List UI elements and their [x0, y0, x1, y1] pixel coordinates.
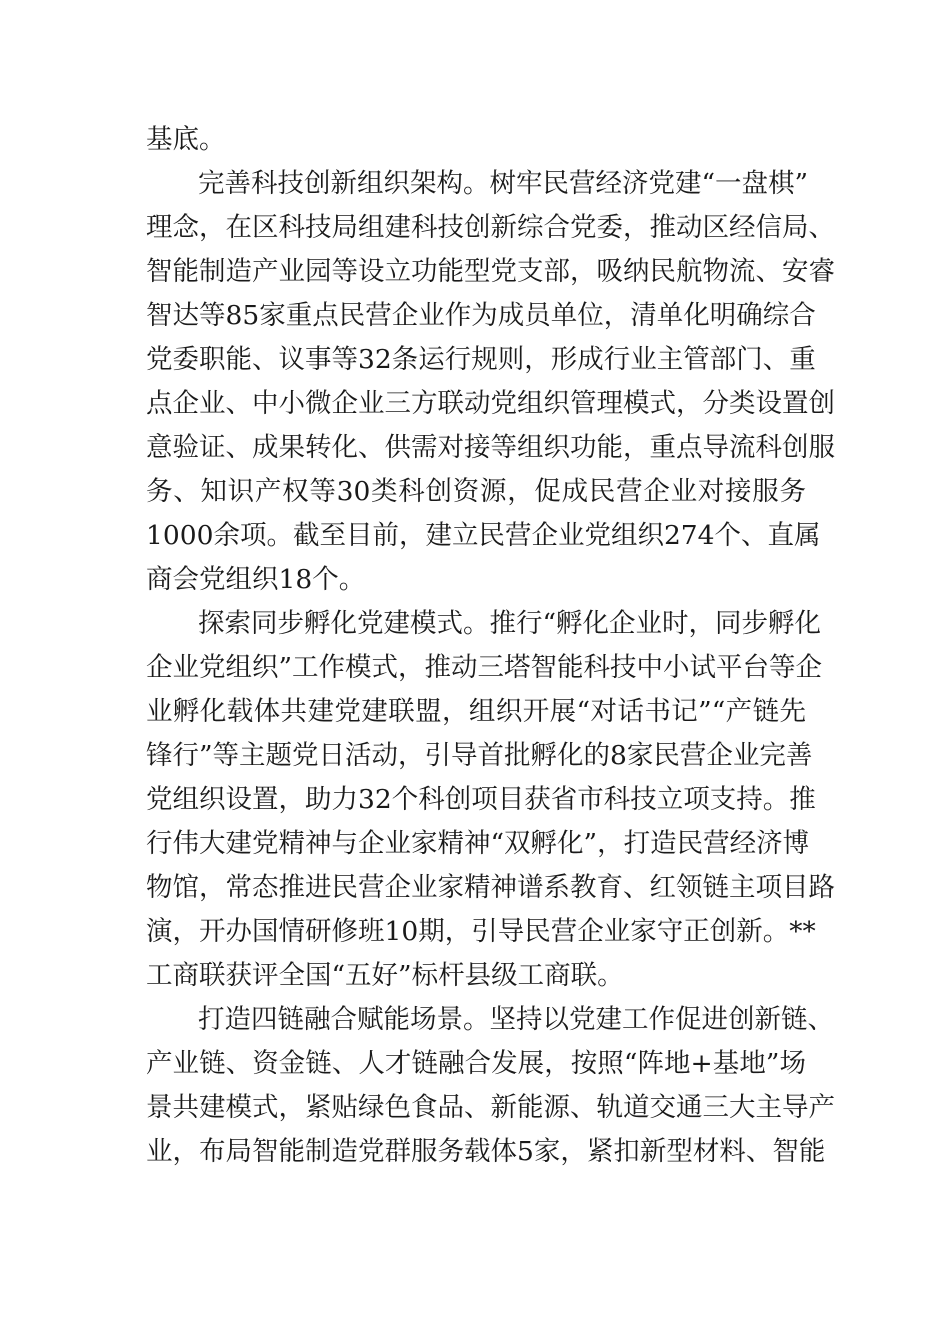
paragraph-first-line: 探索同步孵化党建模式。推行“孵化企业时，同步孵化 [198, 608, 822, 639]
text-line: 锋行”等主题党日活动，引导首批孵化的8家民营企业完善 [146, 740, 813, 771]
text-line: 物馆，常态推进民营企业家精神谱系教育、红领链主项目路 [146, 872, 835, 903]
text-line: 理念，在区科技局组建科技创新综合党委，推动区经信局、 [146, 212, 835, 243]
text-line: 党委职能、议事等32条运行规则，形成行业主管部门、重 [146, 344, 816, 375]
text-line: 企业党组织”工作模式，推动三塔智能科技中小试平台等企 [146, 652, 823, 683]
text-line: 智能制造产业园等设立功能型党支部，吸纳民航物流、安睿 [146, 256, 835, 287]
text-line: 基底。 [146, 124, 226, 155]
text-line: 演，开办国情研修班10期，引导民营企业家守正创新。** [146, 916, 816, 947]
text-line: 意验证、成果转化、供需对接等组织功能，重点导流科创服 [146, 432, 835, 463]
text-line: 务、知识产权等30类科创资源，促成民营企业对接服务 [146, 476, 806, 507]
paragraph-first-line: 完善科技创新组织架构。树牢民营经济党建“一盘棋” [198, 168, 809, 199]
text-line: 工商联获评全国“五好”标杆县级工商联。 [146, 960, 624, 991]
text-line: 产业链、资金链、人才链融合发展，按照“阵地+基地”场 [146, 1048, 806, 1079]
text-line: 业，布局智能制造党群服务载体5家，紧扣新型材料、智能 [146, 1136, 826, 1167]
text-line: 业孵化载体共建党建联盟，组织开展“对话书记”“产链先 [146, 696, 806, 727]
text-line: 景共建模式，紧贴绿色食品、新能源、轨道交通三大主导产 [146, 1092, 835, 1123]
paragraph-first-line: 打造四链融合赋能场景。坚持以党建工作促进创新链、 [198, 1004, 834, 1035]
text-line: 行伟大建党精神与企业家精神“双孵化”，打造民营经济博 [146, 828, 810, 859]
text-line: 商会党组织18个。 [146, 564, 366, 595]
text-line: 1000余项。截至目前，建立民营企业党组织274个、直属 [146, 520, 821, 551]
text-line: 点企业、中小微企业三方联动党组织管理模式，分类设置创 [146, 388, 835, 419]
text-line: 智达等85家重点民营企业作为成员单位，清单化明确综合 [146, 300, 816, 331]
text-line: 党组织设置，助力32个科创项目获省市科技立项支持。推 [146, 784, 816, 815]
